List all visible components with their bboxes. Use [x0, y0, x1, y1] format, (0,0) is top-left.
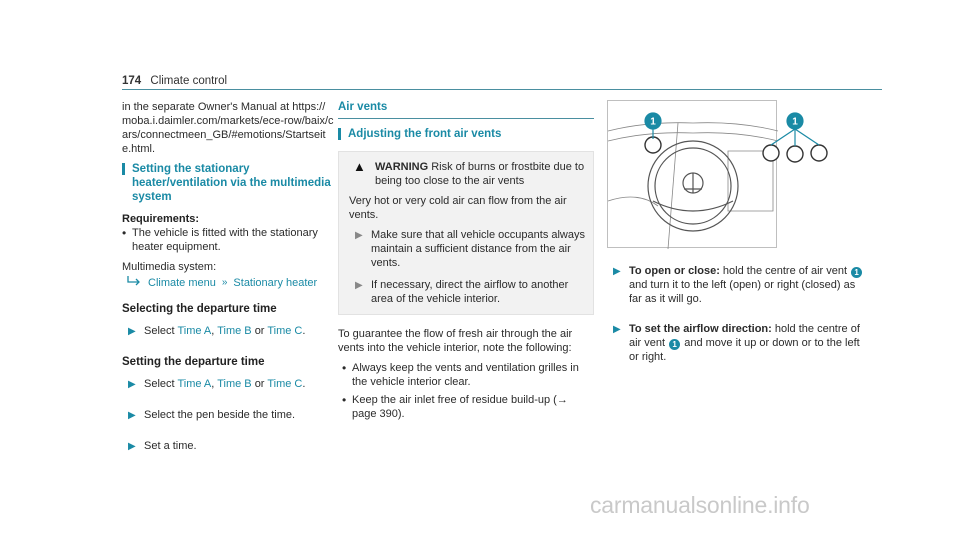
menu-path-climate[interactable]: Climate menu — [148, 277, 216, 289]
column-middle — [338, 100, 594, 425]
callout-1-icon: 1 — [851, 267, 862, 278]
step-open-close: ▶ To open or close: hold the centre of air vent 1 and turn it to the left (open) or right (closed) as far as it will go. — [613, 264, 869, 306]
warning-label: WARNING — [375, 161, 429, 173]
requirement-item — [122, 226, 334, 254]
play-arrow-icon: ▶ — [128, 410, 136, 421]
page-number: 174 — [122, 75, 142, 87]
dashboard-drawing — [608, 101, 798, 249]
play-arrow-icon: ▶ — [355, 230, 363, 241]
double-chevron-icon: » — [221, 277, 228, 288]
dashboard-illustration — [607, 100, 798, 248]
setting-heading: Setting the departure time — [122, 356, 265, 368]
menu-path — [126, 276, 334, 290]
warning-box — [338, 151, 594, 315]
play-arrow-icon: ▶ — [613, 324, 621, 335]
time-a[interactable]: Time A — [177, 325, 212, 337]
list-item: • Always keep the vents and ventilation grilles in the vehicle interior clear. — [342, 361, 579, 388]
svg-text:1: 1 — [792, 116, 798, 128]
direction-label: To set the airflow direction: — [629, 323, 772, 335]
time-c[interactable]: Time C — [267, 325, 303, 337]
list-item: • Keep the air inlet free of residue build-up (→ page 390). — [342, 393, 568, 420]
header-rule — [122, 89, 882, 90]
guarantee-text: To guarantee the flow of fresh air through the air vents into the vehicle interior, note the following: — [338, 328, 573, 354]
time-b[interactable]: Time B — [217, 325, 252, 337]
time-b[interactable]: Time B — [217, 378, 252, 390]
play-arrow-icon: ▶ — [128, 326, 136, 337]
open-label: To open or close: — [629, 265, 720, 277]
section-title-stationary: Setting the stationary heater/ventilation via the multimedia system — [122, 162, 334, 204]
warning-step-2: ▶ If necessary, direct the airflow to another area of the vehicle interior. — [355, 279, 569, 305]
step-pen: ▶ Select the pen beside the time. — [128, 409, 296, 421]
requirement-text: The vehicle is fitted with the stationary heater equipment. — [132, 227, 318, 253]
step-airflow-direction: ▶ To set the airflow direction: hold the centre of air vent 1 and move it up or down or to the left or right. — [613, 323, 860, 363]
selecting-heading: Selecting the departure time — [122, 303, 277, 315]
watermark: carmanualsonline.info — [590, 492, 810, 518]
step-select-time: ▶ Select Time A, Time B or Time C. — [128, 325, 306, 337]
warning-triangle-icon: ▲ — [353, 159, 366, 174]
play-arrow-icon: ▶ — [128, 441, 136, 452]
svg-text:1: 1 — [650, 116, 656, 128]
page-header — [122, 74, 227, 88]
warning-step-1: ▶ Make sure that all vehicle occupants always maintain a sufficient distance from the air vents. — [355, 229, 585, 269]
time-c[interactable]: Time C — [267, 378, 303, 390]
chapter-title: Climate control — [150, 75, 228, 87]
air-vents-heading: Air vents — [338, 100, 594, 119]
intro-text: in the separate Owner's Manual at https://moba.i.daimler.com/markets/ece-row/baix/cars/connectmeen_GB/#emotions/Startseite.html. — [122, 101, 334, 155]
callout-1-icon: 1 — [669, 339, 680, 350]
bullet-dot: • — [342, 361, 347, 375]
step-select-time-2: ▶ Select Time A, Time B or Time C. — [128, 378, 306, 390]
bullet-dot: • — [342, 393, 347, 407]
play-arrow-icon: ▶ — [128, 379, 136, 390]
column-left — [122, 100, 334, 470]
play-arrow-icon: ▶ — [613, 266, 621, 277]
return-arrow-icon — [126, 276, 142, 290]
requirements-label: Requirements: — [122, 213, 200, 225]
multimedia-label: Multimedia system: — [122, 261, 217, 273]
step-set-time: ▶ Set a time. — [128, 440, 197, 452]
play-arrow-icon: ▶ — [355, 280, 363, 291]
menu-path-stationary[interactable]: Stationary heater — [233, 277, 318, 289]
warning-text: Risk of burns or frostbite due to being too close to the air vents — [375, 161, 585, 187]
column-right — [607, 100, 869, 380]
warning-body: Very hot or very cold air can flow from the air vents. — [349, 195, 567, 221]
bullet-dot: • — [122, 226, 127, 240]
time-a[interactable]: Time A — [177, 378, 212, 390]
section-title-front-vents: Adjusting the front air vents — [338, 127, 594, 141]
